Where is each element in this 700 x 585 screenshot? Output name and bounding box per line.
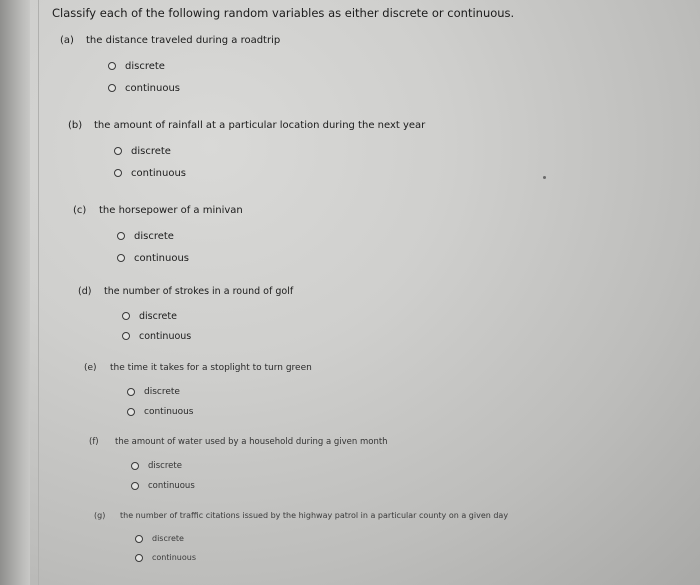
question-c — [73, 205, 243, 269]
question-letter: (a) — [60, 35, 74, 46]
option-continuous[interactable] — [131, 476, 388, 496]
option-group — [127, 382, 312, 422]
option-discrete[interactable] — [127, 382, 312, 402]
option-label: continuous — [125, 82, 180, 94]
option-discrete[interactable] — [135, 529, 508, 548]
question-e — [84, 363, 312, 422]
question-prompt — [94, 511, 508, 520]
radio-button[interactable] — [117, 232, 125, 240]
option-continuous[interactable] — [114, 162, 425, 184]
question-a — [60, 35, 280, 99]
question-prompt — [78, 286, 293, 297]
question-prompt — [89, 437, 388, 447]
radio-button[interactable] — [122, 332, 130, 340]
question-text: the time it takes for a stoplight to turn green — [110, 363, 312, 373]
question-letter: (d) — [78, 286, 92, 297]
instructions: Classify each of the following random variables as either discrete or continuous. — [52, 6, 515, 20]
question-d — [78, 286, 293, 346]
question-letter: (c) — [73, 205, 87, 216]
option-continuous[interactable] — [117, 247, 243, 269]
question-text: the amount of water used by a household during a given month — [115, 437, 388, 447]
question-prompt — [73, 205, 243, 216]
radio-button[interactable] — [108, 62, 116, 70]
option-label: continuous — [152, 553, 196, 562]
radio-button[interactable] — [131, 462, 139, 470]
option-continuous[interactable] — [135, 548, 508, 567]
option-continuous[interactable] — [122, 326, 293, 346]
option-label: discrete — [152, 534, 184, 543]
question-letter: (e) — [84, 363, 97, 373]
radio-button[interactable] — [114, 169, 122, 177]
option-label: discrete — [148, 461, 182, 471]
option-discrete[interactable] — [122, 306, 293, 326]
question-letter: (b) — [68, 120, 83, 131]
option-discrete[interactable] — [108, 55, 280, 77]
option-label: discrete — [139, 310, 177, 322]
question-text: the distance traveled during a roadtrip — [86, 35, 281, 46]
option-discrete[interactable] — [117, 225, 243, 247]
radio-button[interactable] — [127, 408, 135, 416]
radio-button[interactable] — [117, 254, 125, 262]
question-prompt — [84, 363, 312, 373]
question-text: the amount of rainfall at a particular location during the next year — [94, 120, 426, 131]
radio-button[interactable] — [122, 312, 130, 320]
option-label: continuous — [131, 167, 186, 179]
option-continuous[interactable] — [108, 77, 280, 99]
option-label: discrete — [134, 230, 174, 242]
radio-button[interactable] — [108, 84, 116, 92]
question-text: the number of strokes in a round of golf — [104, 286, 294, 297]
radio-button[interactable] — [127, 388, 135, 396]
radio-button[interactable] — [135, 554, 143, 562]
cursor-dot — [543, 176, 546, 179]
option-group — [114, 140, 425, 184]
radio-button[interactable] — [135, 535, 143, 543]
option-group — [117, 225, 243, 269]
question-f — [89, 437, 388, 496]
option-label: continuous — [139, 330, 192, 342]
option-group — [135, 529, 508, 567]
question-g — [94, 511, 508, 567]
option-discrete[interactable] — [114, 140, 425, 162]
question-prompt — [60, 35, 280, 46]
question-text: the horsepower of a minivan — [99, 205, 243, 216]
radio-button[interactable] — [131, 482, 139, 490]
option-label: discrete — [131, 145, 171, 157]
option-group — [122, 306, 293, 346]
option-label: discrete — [125, 60, 165, 72]
option-label: continuous — [148, 481, 195, 491]
option-label: discrete — [144, 387, 180, 397]
question-b — [68, 120, 425, 184]
option-label: continuous — [144, 407, 194, 417]
question-text: the number of traffic citations issued by the highway patrol in a particular county on a given day — [120, 511, 509, 520]
option-group — [108, 55, 280, 99]
radio-button[interactable] — [114, 147, 122, 155]
question-prompt — [68, 120, 425, 131]
option-discrete[interactable] — [131, 456, 388, 476]
question-letter: (f) — [89, 437, 99, 447]
option-label: continuous — [134, 252, 189, 264]
option-continuous[interactable] — [127, 402, 312, 422]
question-letter: (g) — [94, 511, 106, 520]
option-group — [131, 456, 388, 496]
